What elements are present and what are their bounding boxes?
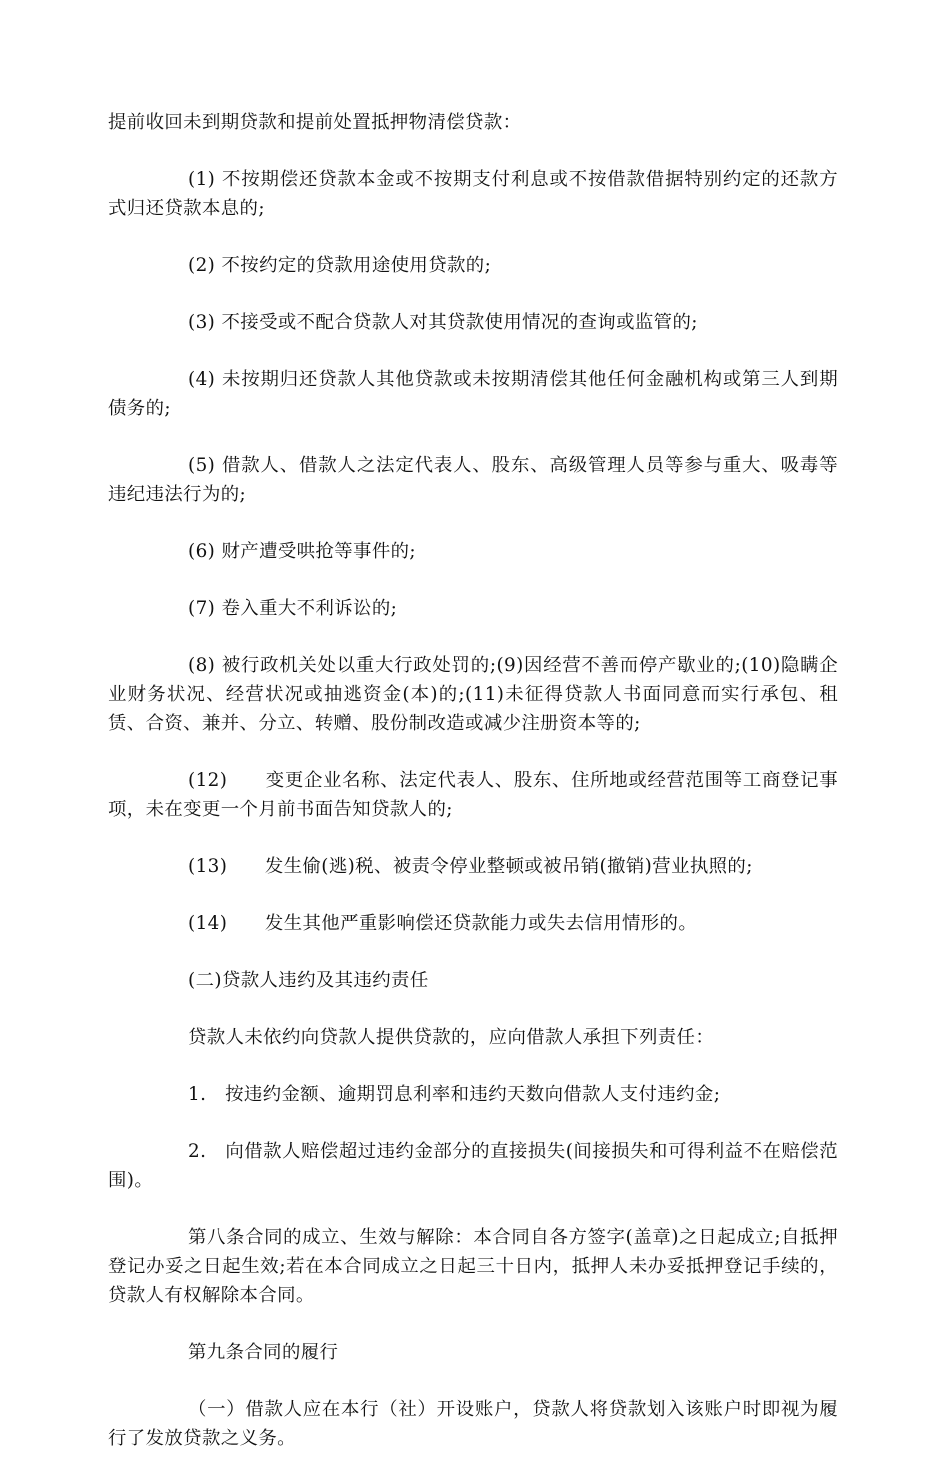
paragraph-liability-2: 2. 向借款人赔偿超过违约金部分的直接损失(间接损失和可得利益不在赔偿范围)。 — [108, 1141, 838, 1191]
paragraph-liability-1: 1. 按违约金额、逾期罚息利率和违约天数向借款人支付违约金; — [188, 1084, 721, 1105]
paragraph-item-5: (5) 借款人、借款人之法定代表人、股东、高级管理人员等参与重大、吸毒等违纪违法行为的; — [108, 455, 838, 505]
paragraph-item-14: (14) 发生其他严重影响偿还贷款能力或失去信用情形的。 — [188, 913, 698, 934]
paragraph-lender-liability: 贷款人未依约向贷款人提供贷款的，应向借款人承担下列责任： — [188, 1027, 715, 1048]
paragraph-intro: 提前收回未到期贷款和提前处置抵押物清偿贷款： — [108, 112, 522, 133]
paragraph-item-3: (3) 不接受或不配合贷款人对其贷款使用情况的查询或监管的; — [188, 312, 698, 333]
paragraph-article-9-1: （一）借款人应在本行（社）开设账户，贷款人将贷款划入该账户时即视为履行了发放贷款之义务。 — [108, 1399, 838, 1449]
paragraph-item-6: (6) 财产遭受哄抢等事件的; — [188, 541, 416, 562]
paragraph-article-8: 第八条合同的成立、生效与解除：本合同自各方签字(盖章)之日起成立;自抵押登记办妥之日起生效;若在本合同成立之日起三十日内，抵押人未办妥抵押登记手续的，贷款人有权解除本合同。 — [108, 1227, 838, 1306]
paragraph-item-13: (13) 发生偷(逃)税、被责令停业整顿或被吊销(撤销)营业执照的; — [188, 856, 753, 877]
paragraph-item-12: (12) 变更企业名称、法定代表人、股东、住所地或经营范围等工商登记事项，未在变更一个月前书面告知贷款人的; — [108, 770, 838, 820]
paragraph-item-1: (1) 不按期偿还贷款本金或不按期支付利息或不按借款借据特别约定的还款方式归还贷款本息的; — [108, 169, 838, 219]
section-heading-lender-breach: (二)贷款人违约及其违约责任 — [188, 970, 429, 991]
paragraph-item-2: (2) 不按约定的贷款用途使用贷款的; — [188, 255, 492, 276]
heading-article-9: 第九条合同的履行 — [188, 1342, 339, 1363]
paragraph-item-7: (7) 卷入重大不利诉讼的; — [188, 598, 398, 619]
paragraph-item-8-11: (8) 被行政机关处以重大行政处罚的;(9)因经营不善而停产歇业的;(10)隐瞒企业财务状况、经营状况或抽逃资金(本)的;(11)未征得贷款人书面同意而实行承包、租赁、合资、兼并、分立、转赠、股份制改造或减少注册资本等的; — [108, 655, 838, 734]
paragraph-item-4: (4) 未按期归还贷款人其他贷款或未按期清偿其他任何金融机构或第三人到期债务的; — [108, 369, 838, 419]
document-body — [108, 108, 838, 1481]
